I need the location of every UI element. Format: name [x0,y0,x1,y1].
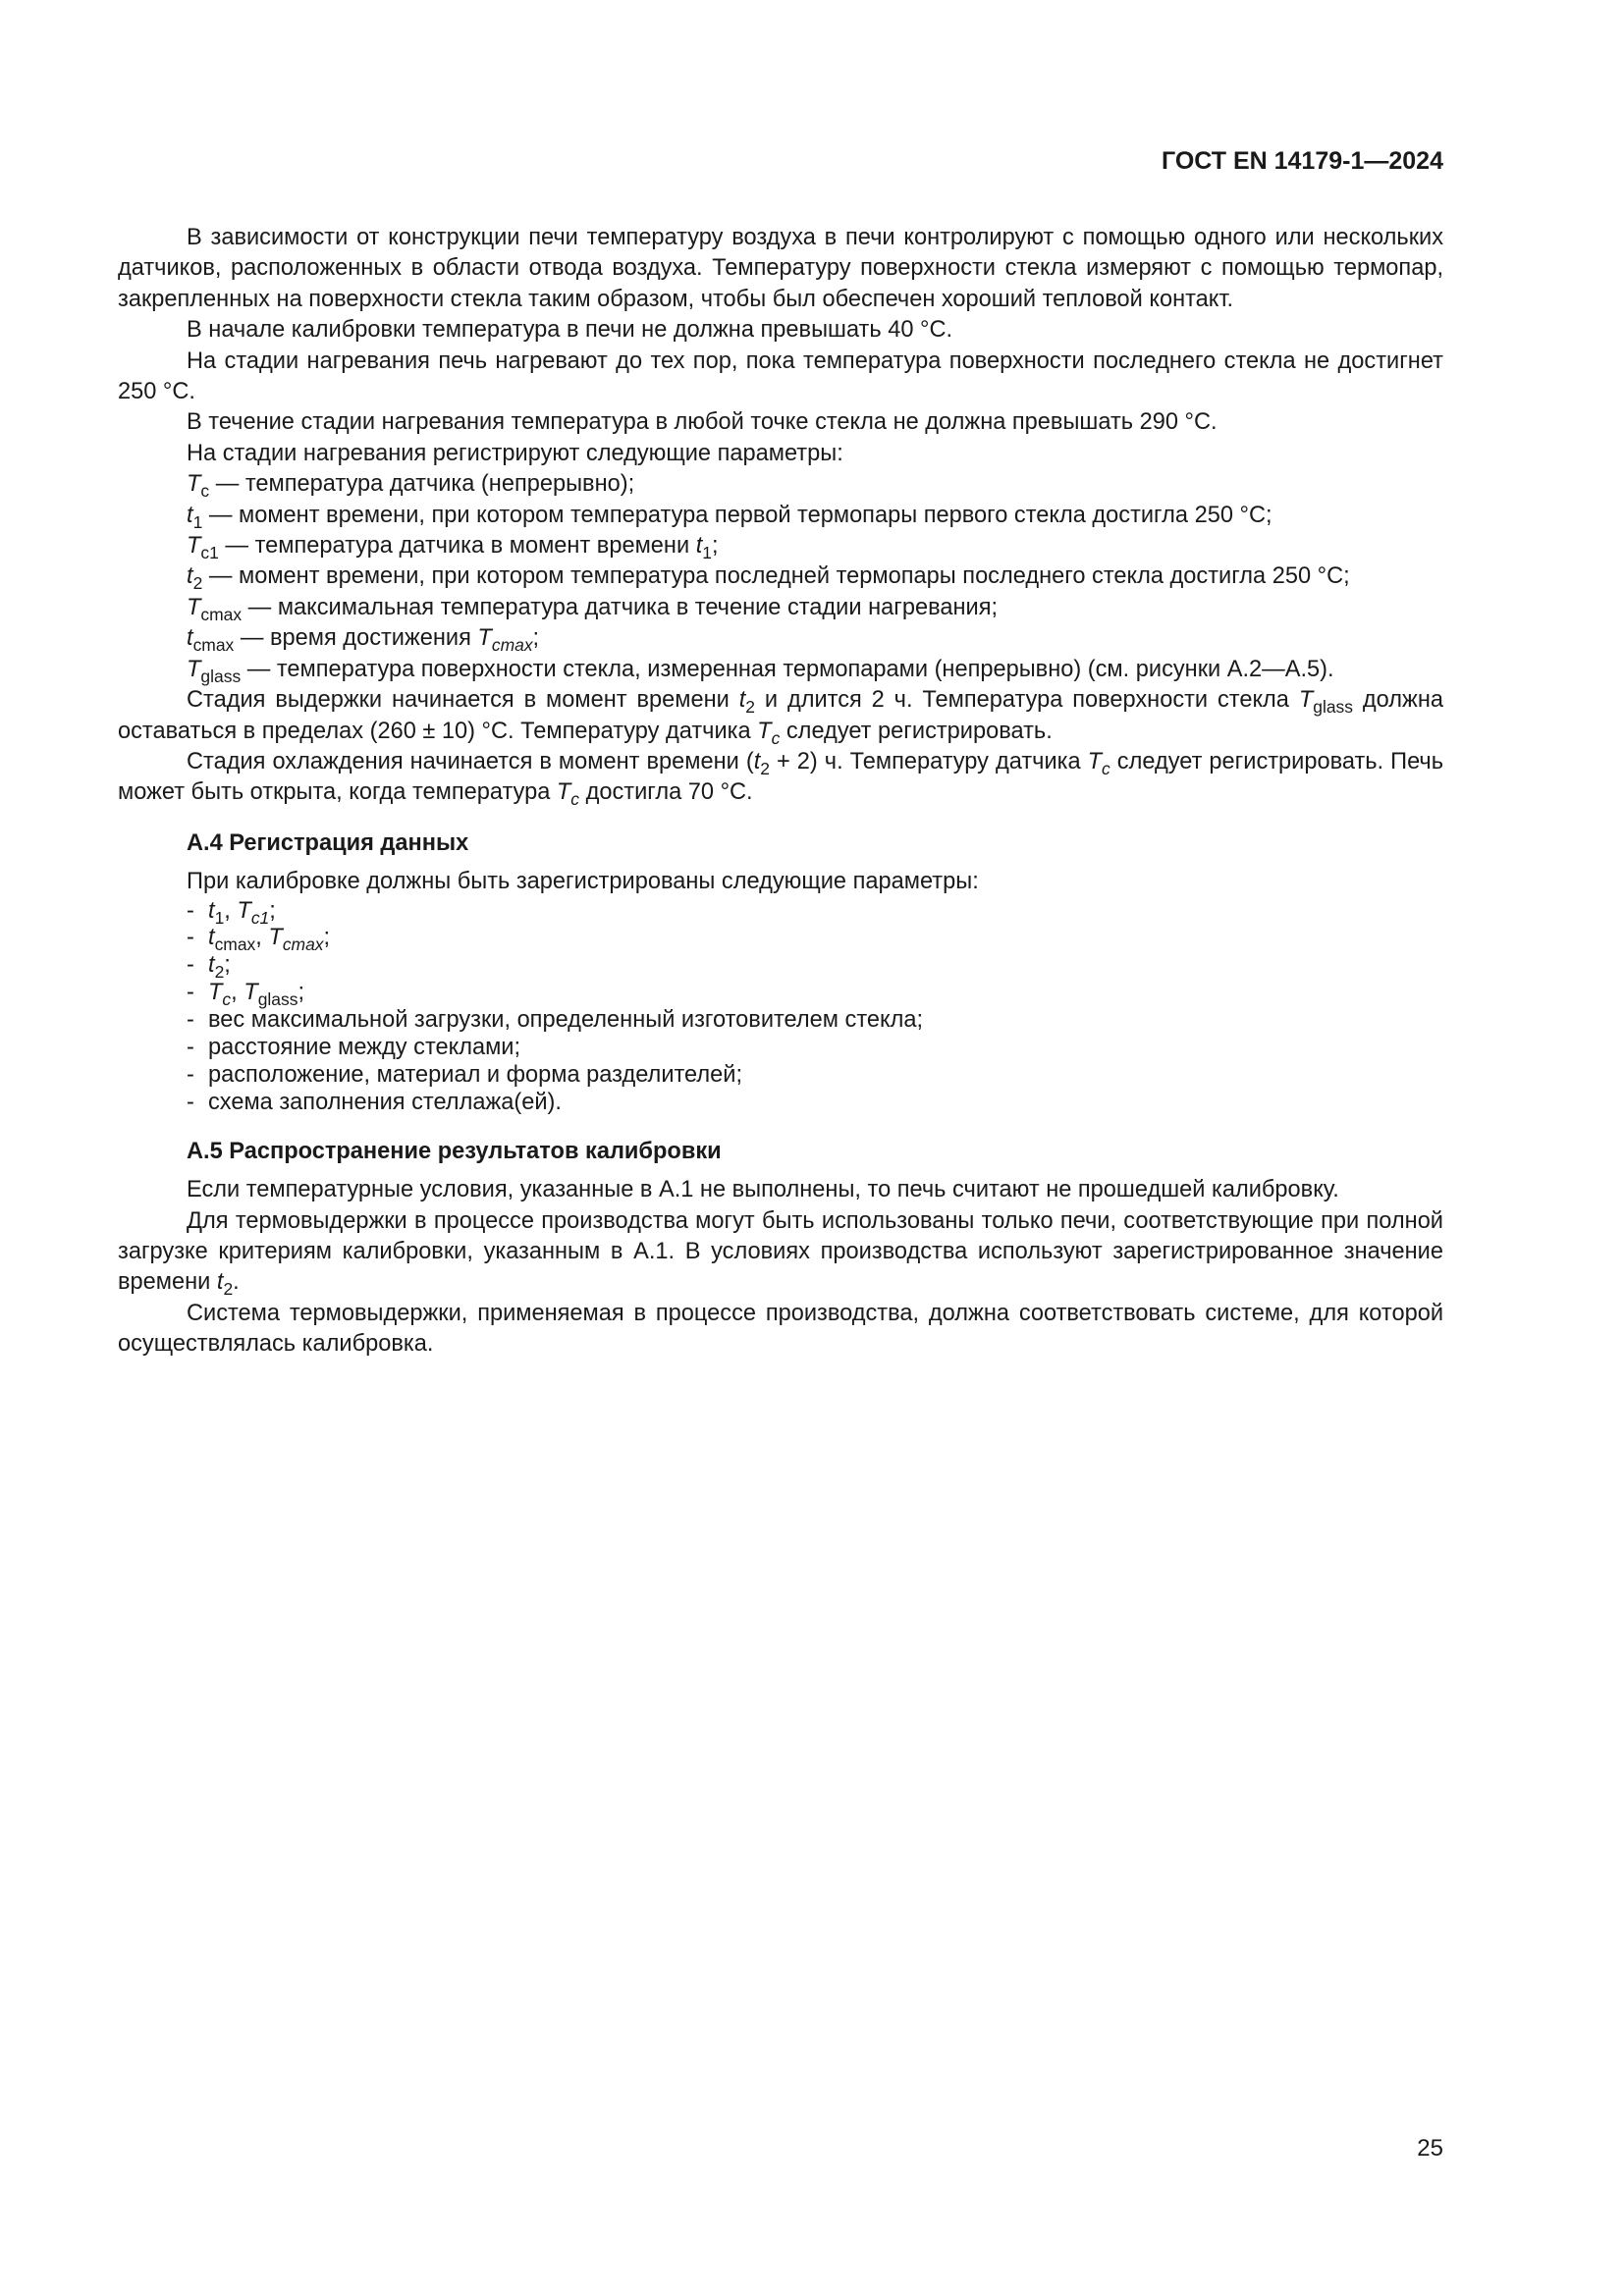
list-item: - расстояние между стеклами; [187,1035,1443,1062]
list-item: - $t_1$, $T_{c1}$; [187,898,1443,926]
paragraph-params-intro: На стадии нагревания регистрируют следующие параметры: [187,440,843,466]
paragraph-cooling-stage: Стадия охлаждения начинается в момент времени $(t_2 + 2)$ ч. Температуру датчика $T_c$ следует регистрировать. Печь может быть открыта, когда температура $T_c$ достигла 70 °С. [118,748,1444,810]
list-item: - расположение, материал и форма разделителей; [187,1062,1443,1090]
definition-tcmax: $T_{cmax}$ — максимальная температура датчика в течение стадии нагревания; [187,594,999,624]
definition-t1: $t_1$ — момент времени, при котором температура первой термопары первого стекла достигла 250 °С; [187,502,1272,532]
section-a4-list [118,898,1443,1117]
section-a4-intro: При калибровке должны быть зарегистрированы следующие параметры: [187,869,979,895]
paragraph-holding-stage: Стадия выдержки начинается в момент времени $t_2$ и длится 2 ч. Температура поверхности стекла $T_{glass}$ должна оставаться в пределах (260 ± 10) °С. Температуру датчика $T_c$ следует регистрировать. [118,687,1443,748]
paragraph-max-temp: В течение стадии нагревания температура в любой точке стекла не должна превышать 290 °С. [187,409,1218,436]
section-a5-paragraph-2: Для термовыдержки в процессе производства могут быть использованы только печи, соответствующие при полной загрузке критериям калибровки, указанным в А.1. В условиях производства используют зарегистрированное значение времени $t_2$. [118,1207,1443,1300]
definition-tglass: $T_{glass}$ — температура поверхности стекла, измеренная термопарами (непрерывно) (см. рисунки А.2—А.5). [187,656,1334,686]
list-item: - $T_c$, $T_{glass}$; [187,980,1443,1007]
section-a4-heading: А.4 Регистрация данных [187,829,469,856]
document-code-header: ГОСТ EN 14179-1—2024 [1162,147,1443,175]
list-item: - вес максимальной загрузки, определенный изготовителем стекла; [187,1007,1443,1035]
document-body [118,223,1443,1361]
section-a5-heading: А.5 Распространение результатов калибровки [187,1138,722,1164]
section-a5-paragraph-3: Система термовыдержки, применяемая в процессе производства, должна соответствовать системе, для которой осуществлялась калибровка. [118,1300,1443,1358]
section-a5-paragraph-1: Если температурные условия, указанные в А.1 не выполнены, то печь считают не прошедшей калибровку. [187,1177,1339,1203]
definition-t2: $t_2$ — момент времени, при котором температура последней термопары последнего стекла достигла 250 °С; [187,563,1350,594]
paragraph-heating-stage: На стадии нагревания печь нагревают до тех пор, пока температура поверхности последнего стекла не достигнет 250 °С. [118,347,1443,405]
paragraph-start-temp: В начале калибровки температура в печи не должна превышать 40 °С. [187,317,953,344]
definition-tcmax-time: $t_{cmax}$ — время достижения $T_{cmax}$; [187,625,540,656]
paragraph-sensors: В зависимости от конструкции печи температуру воздуха в печи контролируют с помощью одного или нескольких датчиков, расположенных в области отвода воздуха. Температуру поверхности стекла измеряют с помощью термопар, закрепленных на поверхности стекла таким образом, чтобы был обеспечен хороший тепловой контакт. [118,225,1443,312]
definition-tc1: $T_{c1}$ — температура датчика в момент времени $t_1$; [187,533,719,562]
definition-tc: $T_c$ — температура датчика (непрерывно); [187,471,635,501]
list-item: - схема заполнения стеллажа(ей). [187,1090,1443,1117]
page-number: 25 [1417,2135,1443,2162]
list-item: - $t_{cmax}$, $T_{cmax}$; [187,925,1443,952]
list-item: - $t_2$; [187,952,1443,980]
